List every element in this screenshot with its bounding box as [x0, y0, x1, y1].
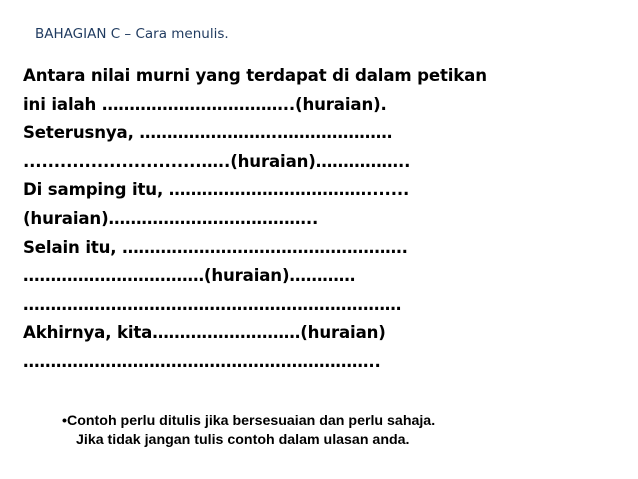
template-line: Selain itu, …………………………………………….: [23, 237, 408, 257]
bullet-icon: •: [62, 413, 67, 429]
note-block: [62, 412, 435, 450]
template-line: ………………………………………………………..: [23, 351, 381, 371]
template-line: Akhirnya, kita………………………(huraian): [23, 323, 386, 343]
template-line: Seterusnya, …………………….…………………: [23, 123, 393, 143]
note-text-1: Contoh perlu ditulis jika bersesuaian dan perlu sahaja.: [66, 413, 436, 429]
writing-template: [23, 62, 487, 377]
template-line: (huraian)………………………………..: [23, 208, 319, 228]
note-line-2: [62, 431, 435, 450]
template-line: ini ialah ……………………………..(huraian).: [23, 94, 387, 114]
note-line-1: [62, 412, 435, 431]
section-heading: BAHAGIAN C – Cara menulis.: [35, 26, 229, 42]
template-line: ……………………………………………………………: [23, 294, 402, 314]
template-line: Antara nilai murni yang terdapat di dalam petikan: [23, 66, 487, 85]
template-line: .............................…..(huraian)……………..: [23, 151, 411, 171]
note-text-2: Jika tidak jangan tulis contoh dalam ulasan anda.: [76, 432, 410, 448]
template-line: Di samping itu, ……………………………….......: [23, 180, 410, 200]
template-line: ……………………………(huraian)…………: [23, 266, 356, 286]
